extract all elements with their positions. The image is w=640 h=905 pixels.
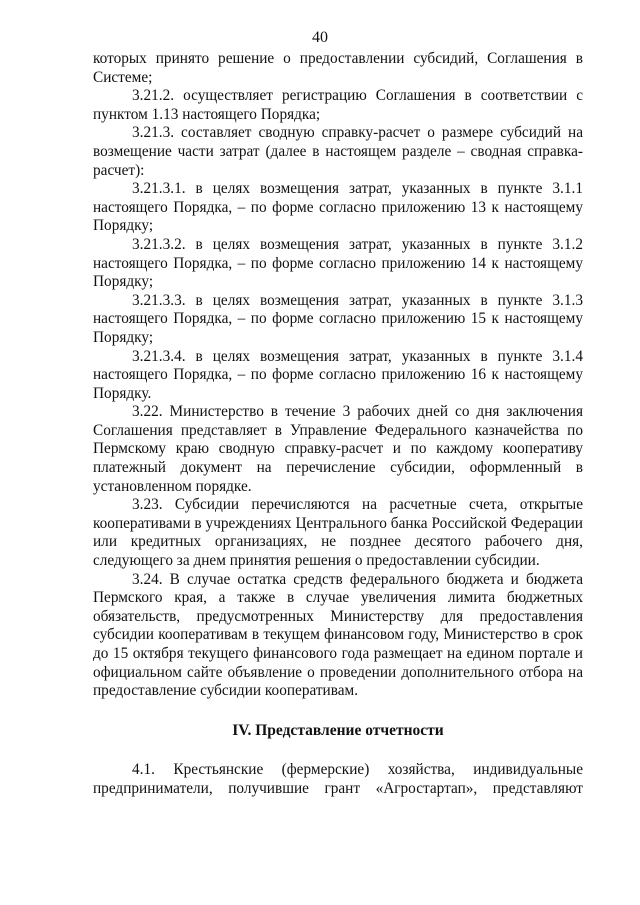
paragraph-3-21-3-3: 3.21.3.3. в целях возмещения затрат, указанных в пункте 3.1.3 настоящего Порядка, – по форме согласно приложению 15 к настоящему Порядку; — [93, 291, 583, 346]
paragraph-4-1: 4.1. Крестьянские (фермерские) хозяйства, индивидуальные предприниматели, получившие грант «Агростартап», представляют — [93, 761, 583, 797]
paragraph-3-21-3: 3.21.3. составляет сводную справку-расчет о размере субсидий на возмещение части затрат (далее в настоящем разделе – сводная справка-расчет): — [93, 124, 583, 179]
paragraph-3-21-3-2: 3.21.3.2. в целях возмещения затрат, указанных в пункте 3.1.2 настоящего Порядка, – по форме согласно приложению 14 к настоящему Порядку; — [93, 235, 583, 291]
paragraph-3-23: 3.23. Субсидии перечисляются на расчетные счета, открытые кооперативами в учреждениях Центрального банка Российской Федерации или кредитных организациях, не позднее десятого рабочего дня, следующего за днем принятия решения о предоставлении субсидии. — [93, 496, 583, 570]
page-number: 40 — [312, 29, 328, 46]
paragraph-3-22: 3.22. Министерство в течение 3 рабочих дней со дня заключения Соглашения представляет в Управление Федерального казначейства по Пермскому краю сводную справку-расчет и по каждому кооперативу платежный документ на перечисление субсидии, оформленный в установленном порядке. — [93, 403, 583, 495]
paragraph-continuation: которых принято решение о предоставлении субсидий, Соглашения в Системе; — [93, 50, 583, 86]
paragraph-3-24: 3.24. В случае остатка средств федерального бюджета и бюджета Пермского края, а также в случае увеличения лимита бюджетных обязательств, предусмотренных Министерству для предоставления субсидии кооперативам в текущем финансовом году, Министерство в срок до 15 октября текущего финансового года размещает на едином портале и официальном сайте объявление о проведении дополнительного отбора на предоставление субсидии кооперативам. — [93, 570, 583, 700]
paragraph-3-21-3-4: 3.21.3.4. в целях возмещения затрат, указанных в пункте 3.1.4 настоящего Порядка, – по форме согласно приложению 16 к настоящему Порядку. — [93, 347, 583, 402]
document-body — [93, 50, 583, 799]
paragraph-3-21-3-1: 3.21.3.1. в целях возмещения затрат, указанных в пункте 3.1.1 настоящего Порядка, – по форме согласно приложению 13 к настоящему Порядку; — [93, 180, 583, 235]
section-heading: IV. Представление отчетности — [232, 721, 444, 739]
paragraph-3-21-2: 3.21.2. осуществляет регистрацию Соглашения в соответствии с пунктом 1.13 настоящего Порядка; — [93, 87, 583, 123]
